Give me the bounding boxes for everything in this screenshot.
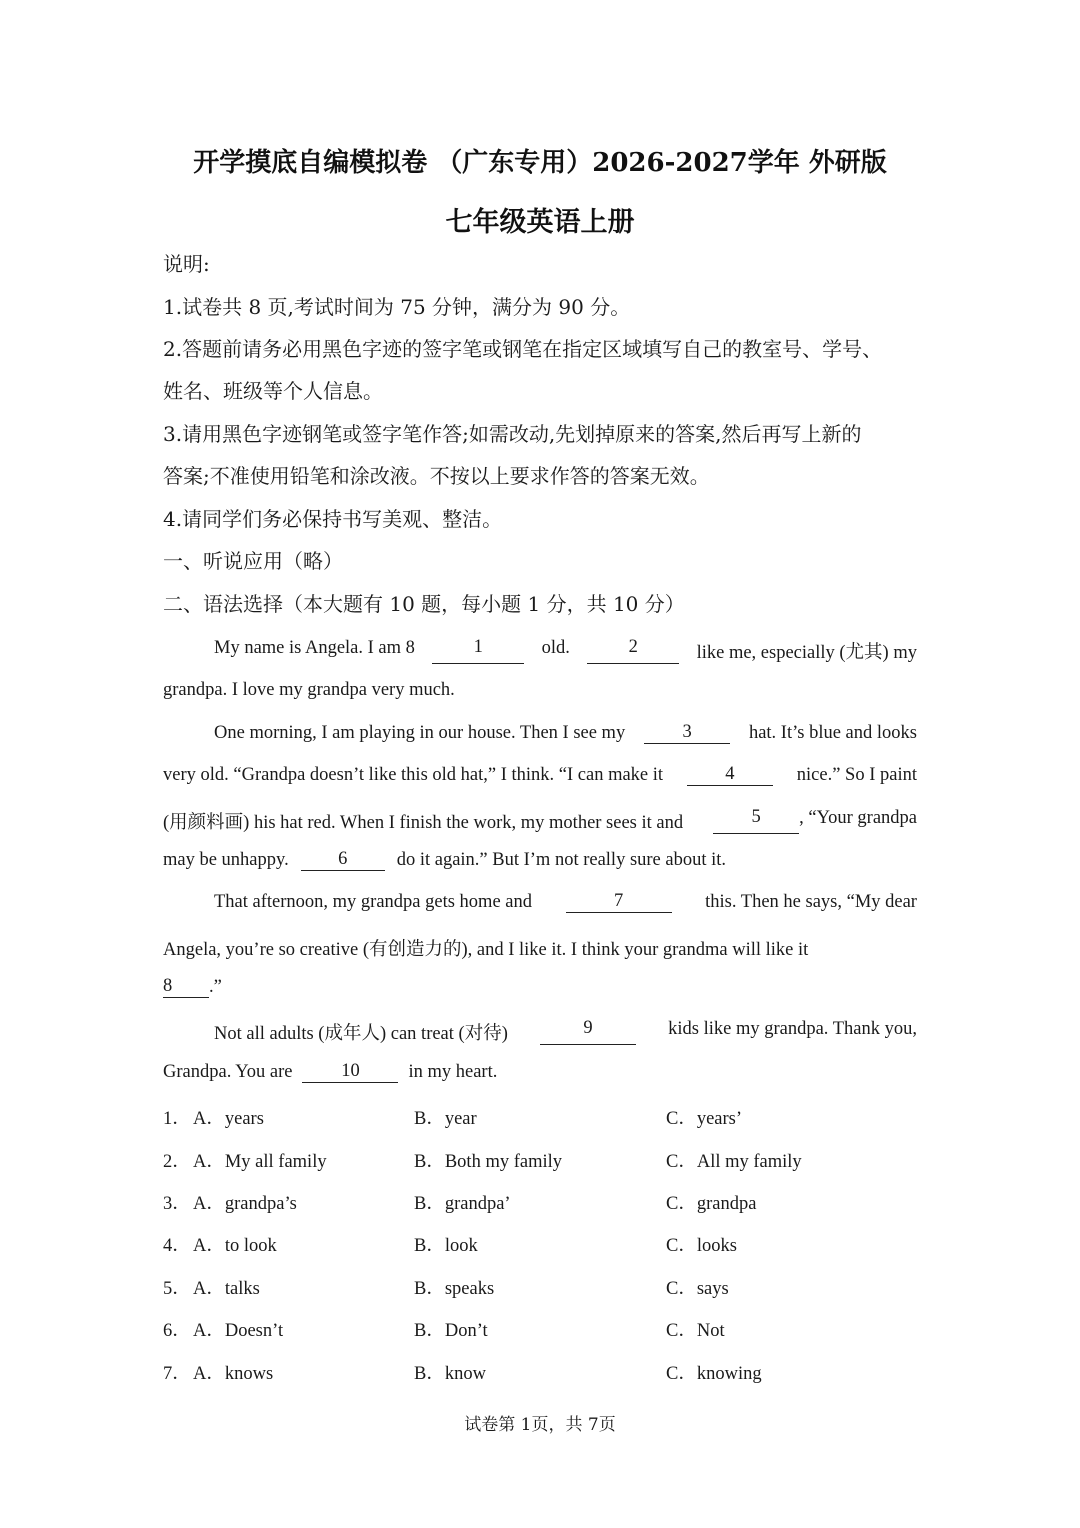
passage-text: Grandpa. You are — [163, 1062, 293, 1082]
passage-text: That afternoon, my grandpa gets home and — [214, 892, 532, 912]
option-a: A．talks — [193, 1279, 260, 1299]
instructions-heading: 说明: — [163, 252, 210, 276]
option-c: C．says — [666, 1279, 729, 1299]
instruction-item-3-line-1: 3.请用黑色字迹钢笔或签字笔作答;如需改动,先划掉原来的答案,然后再写上新的 — [163, 422, 862, 446]
option-c: C．Not — [666, 1321, 725, 1341]
option-c: C．grandpa — [666, 1194, 757, 1214]
question-number: 7． — [163, 1364, 191, 1384]
option-b: B．Both my family — [414, 1152, 563, 1172]
passage-text: hat. It’s blue and looks — [748, 723, 917, 743]
passage-text: One morning, I am playing in our house. Then I see my — [214, 723, 626, 743]
option-b: B．year — [414, 1109, 477, 1129]
passage-line — [163, 892, 917, 913]
blank-5: 5 — [713, 808, 799, 834]
passage-text: nice.” So I paint — [796, 765, 917, 785]
question-number: 1． — [163, 1109, 191, 1129]
blank-9: 9 — [540, 1019, 636, 1045]
passage-text: My name is Angela. I am 8 — [214, 638, 415, 658]
instruction-item-2-line-2: 姓名、班级等个人信息。 — [163, 379, 383, 403]
option-c: C．years’ — [666, 1109, 743, 1129]
option-b: B．Don’t — [414, 1321, 488, 1341]
passage-line — [163, 808, 917, 834]
question-number: 3． — [163, 1194, 191, 1214]
option-c: C．looks — [666, 1236, 737, 1256]
passage-line — [163, 723, 917, 744]
blank-3: 3 — [644, 723, 730, 744]
option-b: B．know — [414, 1364, 486, 1384]
passage-line — [163, 850, 923, 871]
question-number: 2． — [163, 1152, 191, 1172]
passage-text: Angela, you’re so creative (有创造力的), and I like it. I think your grandma will like it — [163, 940, 809, 960]
passage-text: do it again.” But I’m not really sure about it. — [396, 850, 727, 870]
option-a: A．to look — [193, 1236, 277, 1256]
instruction-item-4: 4.请同学们务必保持书写美观、整洁。 — [163, 507, 503, 531]
option-b: B．grandpa’ — [414, 1194, 511, 1214]
passage-text: this. Then he says, “My dear — [705, 892, 917, 912]
passage-text: .” — [209, 977, 222, 997]
passage-line — [163, 977, 923, 998]
blank-10: 10 — [302, 1062, 398, 1083]
page-footer: 试卷第 1页，共 7页 — [464, 1415, 616, 1435]
passage-line — [163, 1062, 923, 1083]
option-a: A．grandpa’s — [193, 1194, 297, 1214]
passage-text: kids like my grandpa. Thank you, — [668, 1019, 917, 1039]
question-number: 6． — [163, 1321, 191, 1341]
blank-7: 7 — [566, 892, 672, 913]
passage-line — [163, 1019, 917, 1045]
option-b: B．speaks — [414, 1279, 495, 1299]
option-c: C．All my family — [666, 1152, 802, 1172]
instruction-item-1: 1.试卷共 8 页,考试时间为 75 分钟，满分为 90 分。 — [163, 295, 631, 319]
passage-text: (用颜料画) his hat red. When I finish the work, my mother sees it and — [163, 813, 684, 833]
passage-line — [163, 765, 917, 786]
option-c: C．knowing — [666, 1364, 762, 1384]
blank-4: 4 — [687, 765, 773, 786]
option-a: A．My all family — [193, 1152, 327, 1172]
passage-text: like me, especially (尤其) my — [696, 643, 917, 663]
passage-text: may be unhappy. — [163, 850, 289, 870]
instruction-item-3-line-2: 答案;不准使用铅笔和涂改液。不按以上要求作答的答案无效。 — [163, 464, 710, 488]
passage-text: , “Your grandpa — [799, 808, 917, 828]
passage-text: grandpa. I love my grandpa very much. — [163, 680, 455, 700]
blank-8: 8 — [163, 977, 209, 998]
option-a: A．knows — [193, 1364, 274, 1384]
option-a: A．Doesn’t — [193, 1321, 284, 1341]
passage-text: in my heart. — [408, 1062, 498, 1082]
exam-subtitle: 七年级英语上册 — [445, 207, 635, 238]
passage-text: Not all adults (成年人) can treat (对待) — [214, 1024, 508, 1044]
question-number: 4． — [163, 1236, 191, 1256]
option-b: B．look — [414, 1236, 478, 1256]
question-number: 5． — [163, 1279, 191, 1299]
passage-text: old. — [541, 638, 570, 658]
blank-2: 2 — [587, 638, 679, 664]
blank-6: 6 — [301, 850, 385, 871]
passage-line — [163, 638, 917, 664]
blank-group — [713, 808, 917, 834]
section-heading-grammar: 二、语法选择（本大题有 10 题，每小题 1 分，共 10 分） — [163, 592, 685, 616]
exam-title: 开学摸底自编模拟卷 （广东专用）2026-2027学年 外研版 — [193, 148, 887, 178]
option-a: A．years — [193, 1109, 264, 1129]
instruction-item-2-line-1: 2.答题前请务必用黑色字迹的签字笔或钢笔在指定区域填写自己的教室号、学号、 — [163, 337, 883, 361]
section-heading-listening: 一、听说应用（略） — [163, 549, 343, 573]
blank-1: 1 — [432, 638, 524, 664]
passage-text: very old. “Grandpa doesn’t like this old hat,” I think. “I can make it — [163, 765, 664, 785]
